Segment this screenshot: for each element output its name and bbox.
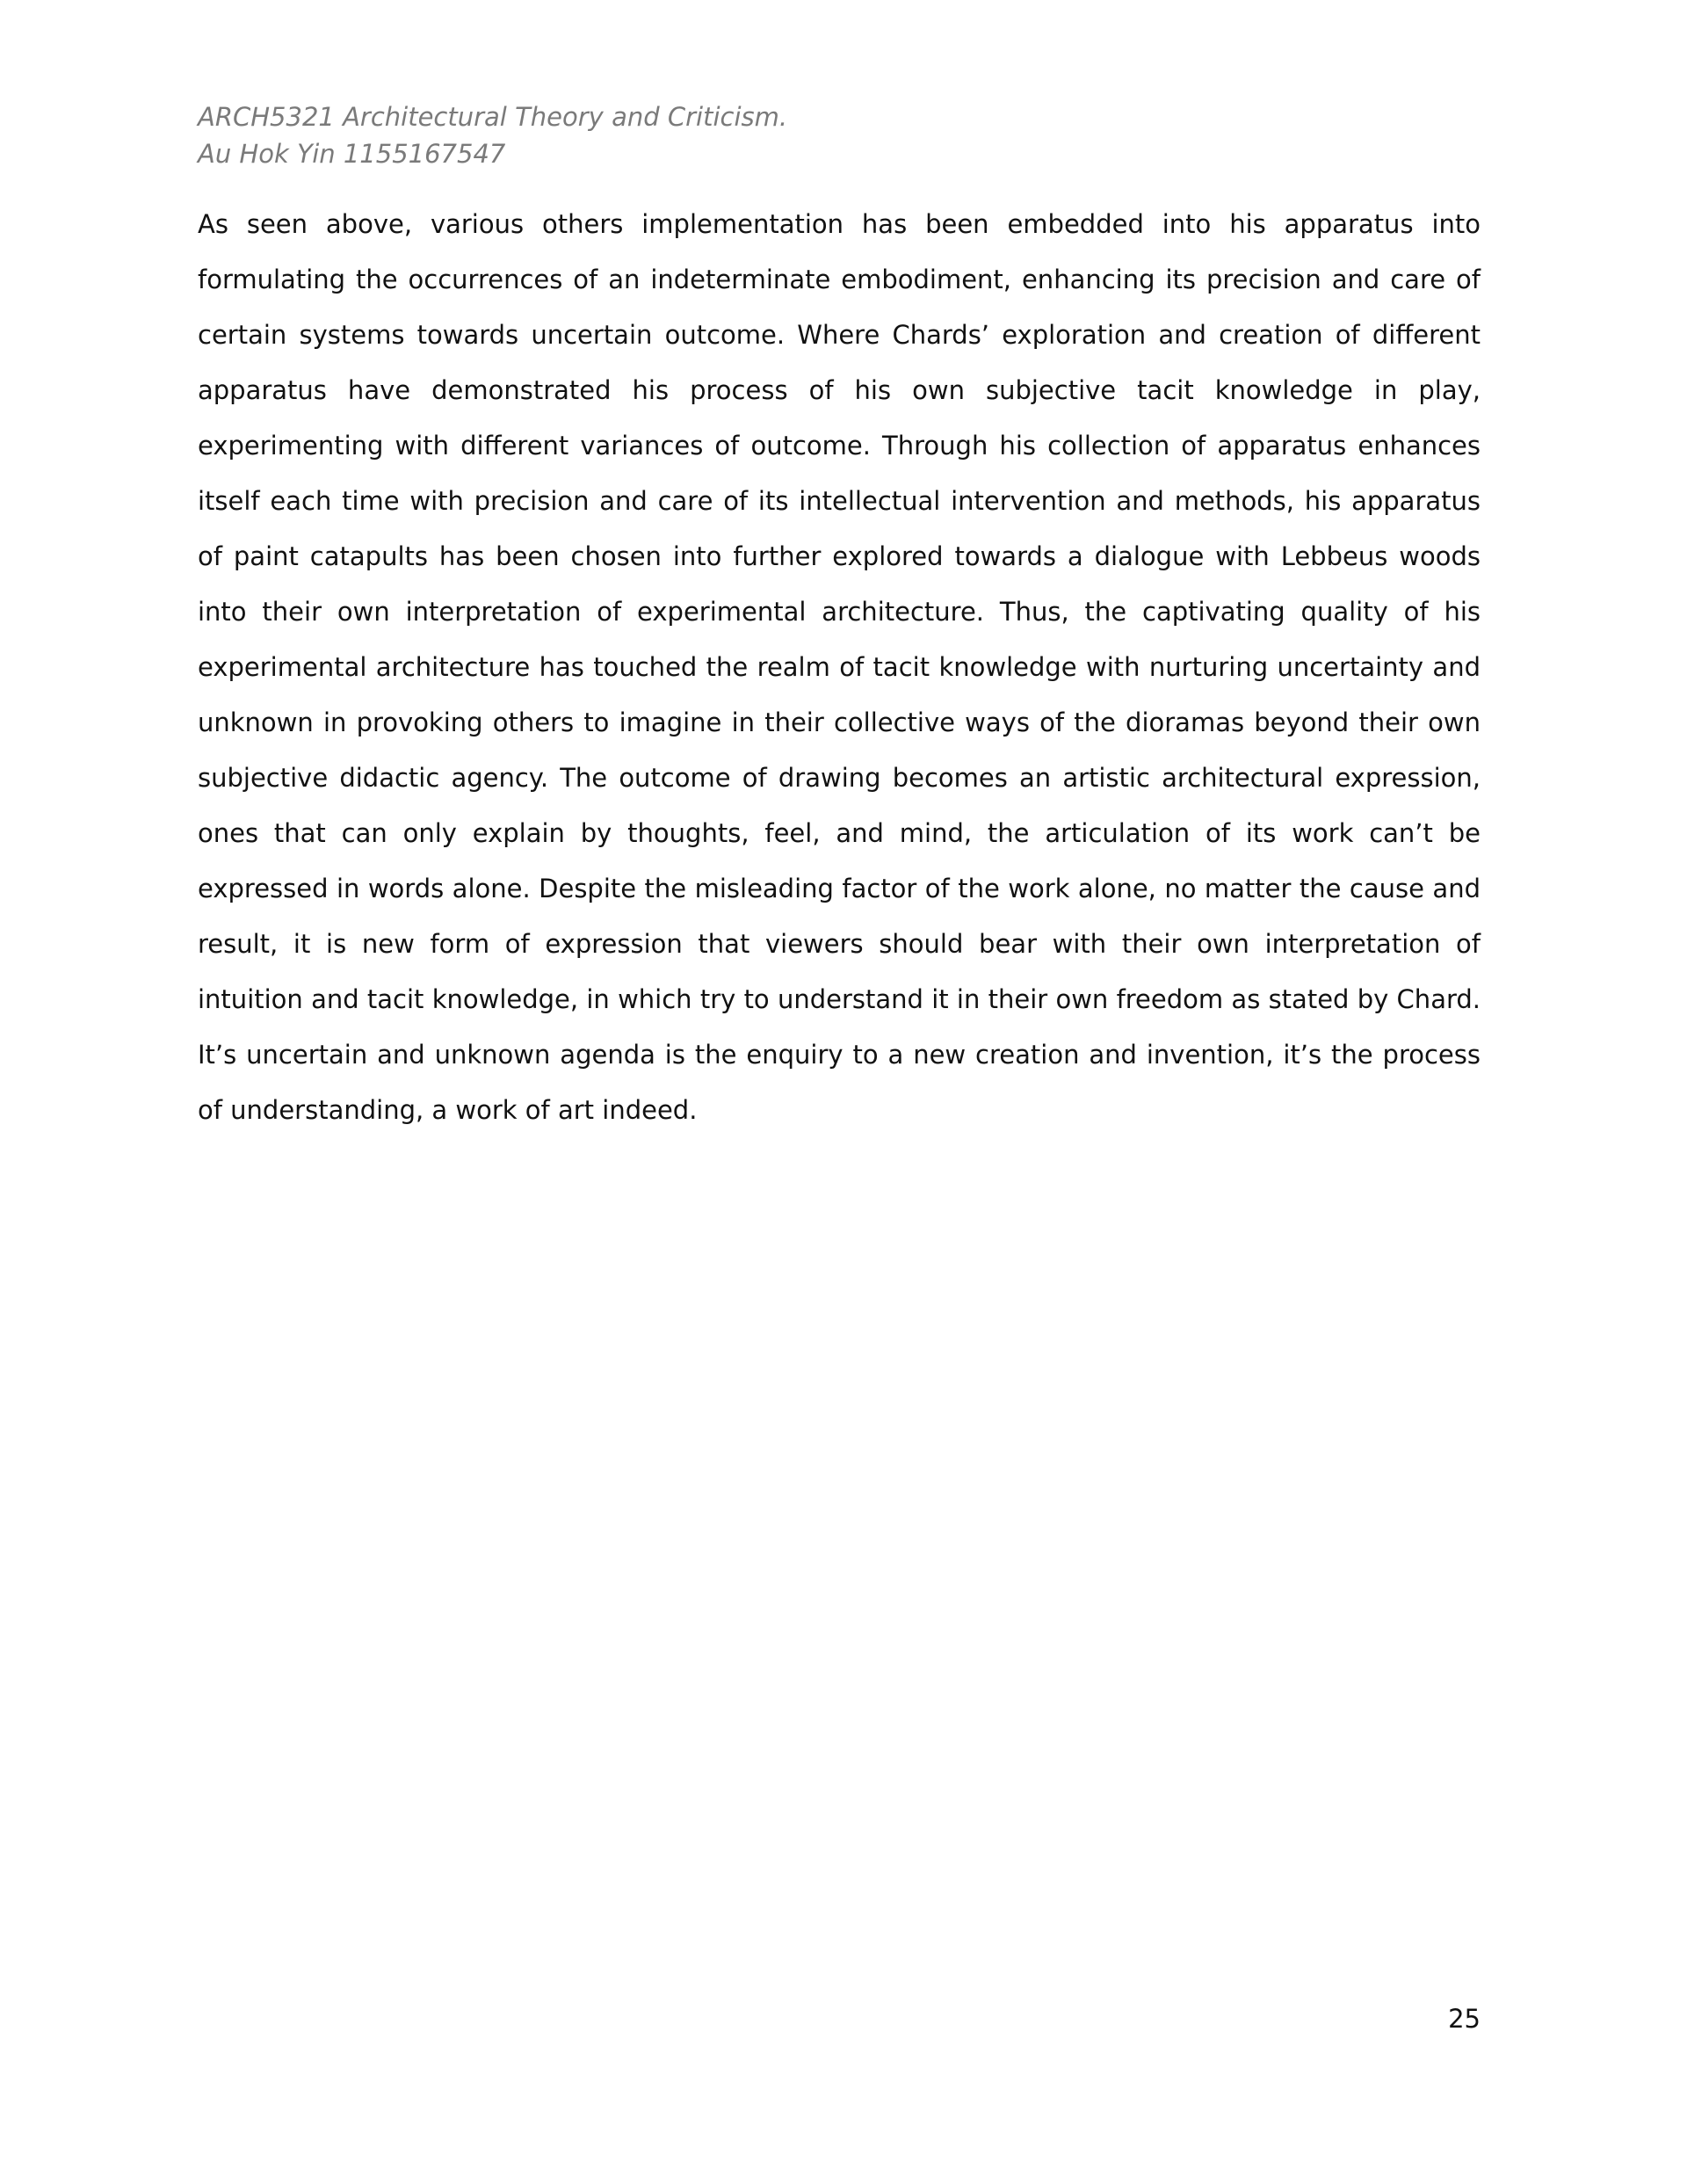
body-paragraph: As seen above, various others implementation has been embedded into his apparatus into formulating the occurrences of an indeterminate embodiment, enhancing its precision and care of certain systems towards uncertain outcome. Where Chards’ exploration and creation of different apparatus have demonstrated his process of his own subjective tacit knowledge in play, experimenting with different variances of outcome. Through his collection of apparatus enhances itself each time with precision and care of its intellectual intervention and methods, his apparatus of paint catapults has been chosen into further explored towards a dialogue with Lebbeus woods into their own interpretation of experimental architecture. Thus, the captivating quality of his experimental architecture has touched the realm of tacit knowledge with nurturing uncertainty and unknown in provoking others to imagine in their collective ways of the dioramas beyond their own subjective didactic agency. The outcome of drawing becomes an artistic architectural expression, ones that can only explain by thoughts, feel, and mind, the articulation of its work can’t be expressed in words alone. Despite the misleading factor of the work alone, no matter the cause and result, it is new form of expression that viewers should bear with their own interpretation of intuition and tacit knowledge, in which try to understand it in their own freedom as stated by Chard. It’s uncertain and unknown agenda is the enquiry to a new creation and invention, it’s the process of understanding, a work of art indeed.: [198, 209, 1481, 1125]
page-number: 25: [1448, 2004, 1481, 2034]
page-header: [198, 98, 1481, 172]
author-line: Au Hok Yin 1155167547: [198, 139, 506, 169]
course-title: ARCH5321 Architectural Theory and Criticism.: [198, 102, 788, 132]
